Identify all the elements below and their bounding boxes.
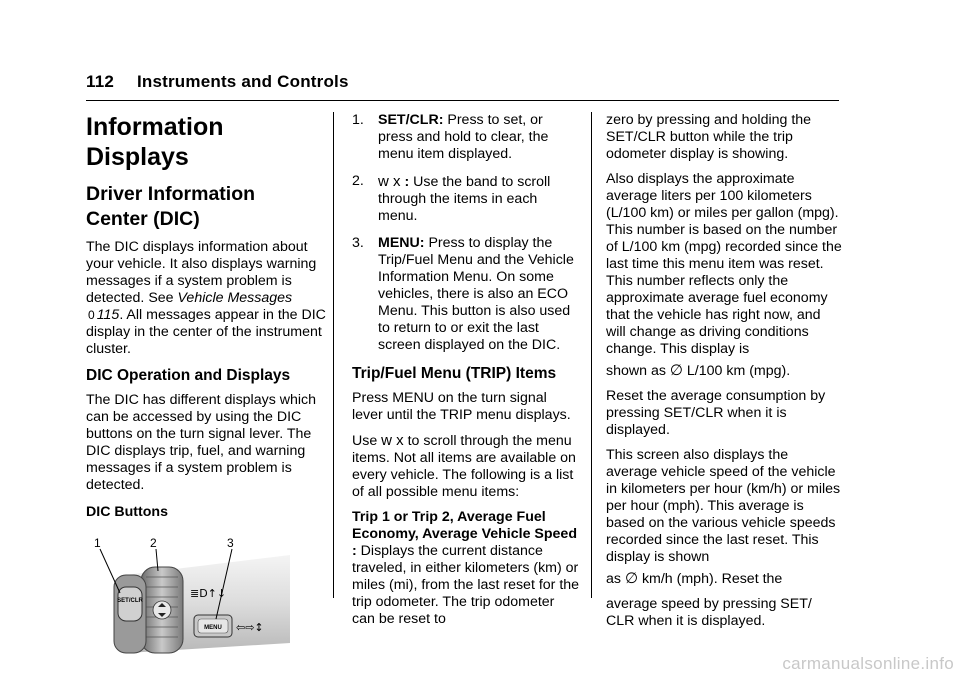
paragraph: as ∅ km/h (mph). Reset the <box>606 570 783 587</box>
intro-paragraph: The DIC displays information about your vehicle. It also displays warning messages if a system problem is detected. See Vehicle Messages 0 115. All messages appear in the DIC display in the center of the instrument cluster. <box>86 239 326 357</box>
paragraph: average speed by pressing SET/ CLR when it is displayed. <box>606 596 812 629</box>
callout-1: 1 <box>94 536 101 550</box>
scroll-band-icon: w x <box>378 173 401 190</box>
page-title: Information Displays <box>86 113 224 171</box>
column-divider-1 <box>333 112 334 598</box>
page-number: 112 <box>86 72 115 91</box>
turn-signal-icon: ⇦⇨↕ <box>236 621 264 634</box>
use-paragraph: Use w x to scroll through the menu items. Not all items are available on every vehicle. The following is a list of all possible menu items: <box>352 432 576 500</box>
trip-item-paragraph: Trip 1 or Trip 2, Average Fuel Economy, Average Vehicle Speed : Displays the current distance traveled, in either kilometers (km) or miles (mi), from the last reset for the trip odometer. The trip odometer can be reset to <box>352 509 580 627</box>
list-item: 1. SET/CLR: Press to set, or press and hold to clear, the menu item displayed. <box>352 112 549 162</box>
average-speed-icon: ∅ <box>624 570 639 587</box>
vehicle-messages-link[interactable]: Vehicle Messages <box>177 290 293 306</box>
column-1 <box>86 112 328 663</box>
menu-button-label: MENU <box>204 625 222 631</box>
page-header <box>86 72 349 92</box>
section-heading: Driver Information Center (DIC) <box>86 183 256 230</box>
page-ref-arrow-icon: 0 <box>88 308 95 322</box>
watermark: carmanualsonline.info <box>782 654 954 673</box>
column-divider-2 <box>591 112 592 598</box>
paragraph: shown as ∅ L/100 km (mpg). <box>606 362 791 379</box>
headlamp-icon: ≣D↑↓ <box>190 587 227 600</box>
page-ref[interactable]: 115 <box>96 307 120 323</box>
list-item: 3. MENU: Press to display the Trip/Fuel Menu and the Vehicle Information Menu. On some vehicles, there is also an ECO Menu. This button is also used to return to or exit the last screen displayed on the DIC. <box>352 235 574 353</box>
paragraph: Reset the average consumption by pressing SET/CLR when it is displayed. <box>606 388 826 438</box>
column-3 <box>606 112 842 638</box>
operation-paragraph: The DIC has different displays which can be accessed by using the DIC buttons on the turn signal lever. The DIC displays trip, fuel, and warning messages if a system problem is detected. <box>86 392 316 493</box>
fuel-average-icon: ∅ <box>669 362 683 379</box>
paragraph: Also displays the approximate average liters per 100 kilometers (L/100 km) or miles per gallon (mpg). This number is based on the number of L/100 km (mpg) recorded since the last time this menu item was reset. This number reflects only the approximate average fuel economy that the vehicle has right now, and will change as driving conditions change. This display is <box>606 171 842 357</box>
set-clr-button-label: SET/CLR <box>117 598 143 604</box>
callout-2: 2 <box>150 536 157 550</box>
scroll-band-icon: w x <box>381 432 404 449</box>
subsection-heading: DIC Operation and Displays <box>86 367 291 384</box>
header-rule <box>86 100 839 101</box>
trip-paragraph: Press MENU on the turn signal lever until the TRIP menu displays. <box>352 390 571 423</box>
section-title: Instruments and Controls <box>136 72 349 91</box>
turn-signal-lever-illustration <box>86 535 290 663</box>
list-item: 2. w x : Use the band to scroll through the items in each menu. <box>352 173 551 224</box>
subsection-heading: Trip/Fuel Menu (TRIP) Items <box>352 365 557 382</box>
paragraph: This screen also displays the average vehicle speed of the vehicle in kilometers per hour (km/h) or miles per hour (mph). This average is based on the various vehicle speeds recorded since the last reset. This display is shown <box>606 447 841 565</box>
callout-3: 3 <box>227 536 234 550</box>
paragraph: zero by pressing and holding the SET/CLR button while the trip odometer display is showing. <box>606 112 812 162</box>
figure-caption: DIC Buttons <box>86 504 168 520</box>
dic-buttons-figure <box>86 535 290 663</box>
column-2 <box>352 112 580 636</box>
